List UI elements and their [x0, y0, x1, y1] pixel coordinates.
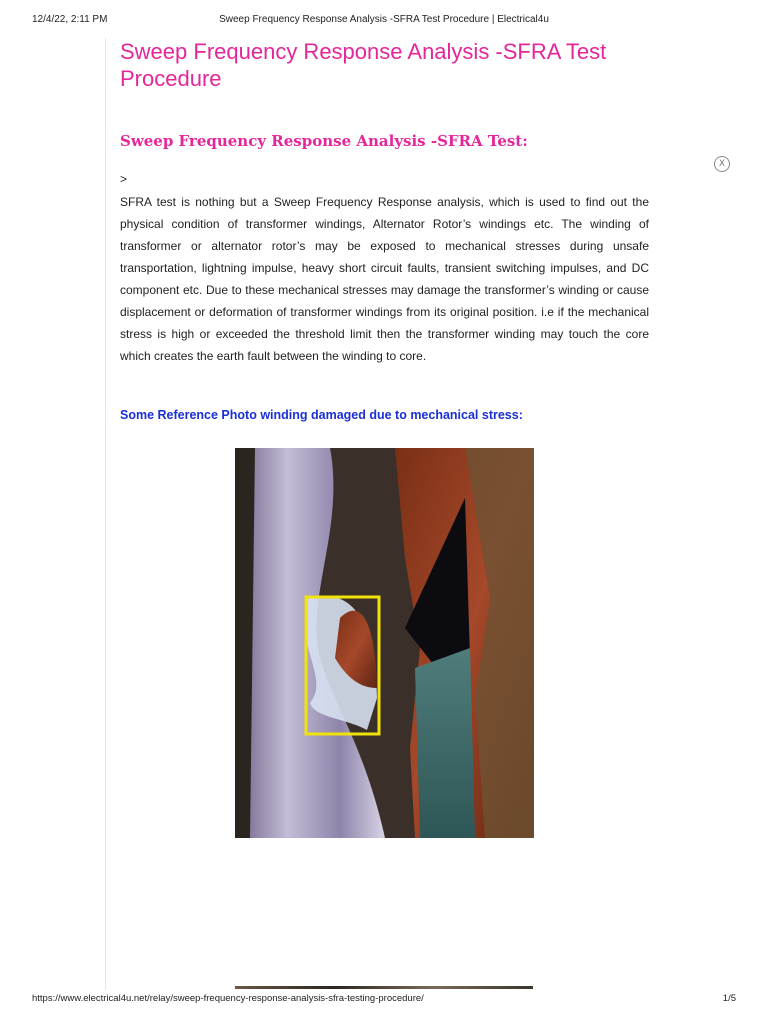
- page-number: 1/5: [722, 993, 736, 1004]
- winding-damage-photo: [235, 448, 534, 838]
- print-date: 12/4/22, 2:11 PM: [32, 14, 108, 25]
- print-header: [32, 14, 736, 28]
- gt-marker: >: [120, 172, 128, 186]
- left-divider: [105, 38, 106, 990]
- article-body: SFRA test is nothing but a Sweep Frequency Response analysis, which is used to find out the physical condition of transformer windings, Alternator Rotor’s windings etc. The winding of transformer or alternator rotor’s may be exposed to mechanical stresses during unsafe transportation, lightning impulse, heavy short circuit faults, transient switching impulses, and DC component etc. Due to these mechanical stresses may damage the transformer’s winding or cause displacement or deformation of transformer windings from its original position. i.e if the mechanical stress is high or exceeded the threshold limit then the transformer winding may touch the core which creates the earth fault between the winding to core.: [120, 195, 649, 363]
- section-heading: Sweep Frequency Response Analysis -SFRA Test:: [120, 132, 528, 150]
- next-photo-edge: [235, 986, 533, 989]
- reference-caption: Some Reference Photo winding damaged due to mechanical stress:: [120, 408, 523, 422]
- print-footer: [32, 993, 736, 1007]
- close-icon[interactable]: X: [714, 156, 730, 172]
- page-url[interactable]: https://www.electrical4u.net/relay/sweep-frequency-response-analysis-sfra-testing-procedure/: [32, 993, 424, 1004]
- print-doc-title: Sweep Frequency Response Analysis -SFRA Test Procedure | Electrical4u: [219, 14, 549, 25]
- page-title: Sweep Frequency Response Analysis -SFRA Test Procedure: [120, 39, 607, 91]
